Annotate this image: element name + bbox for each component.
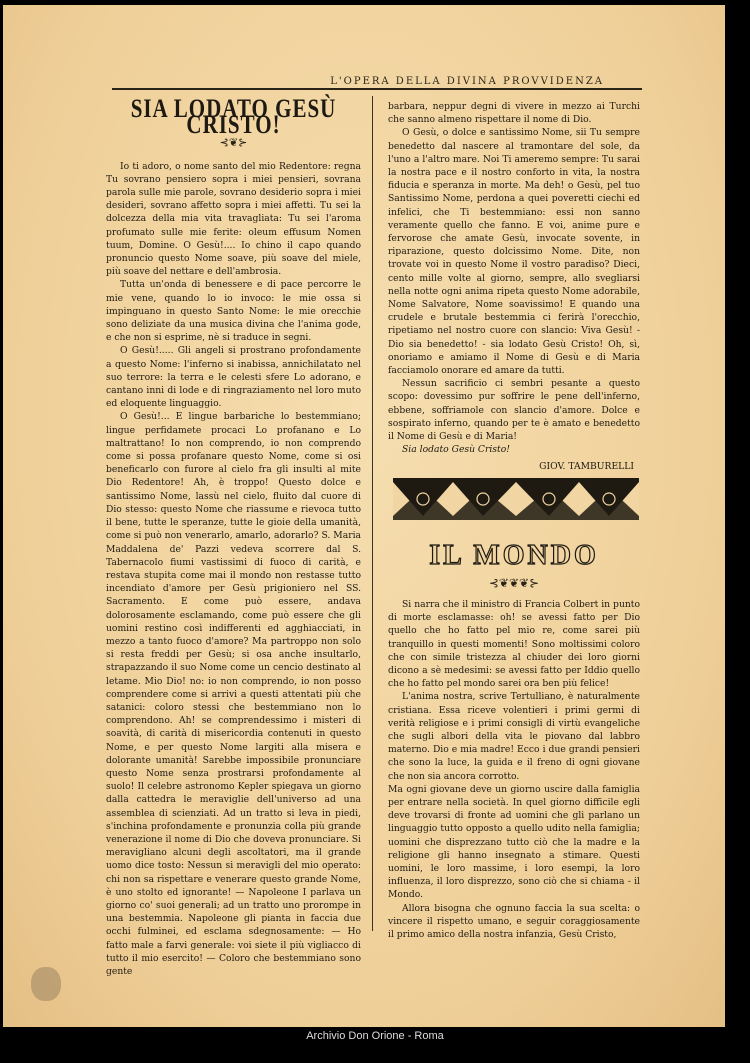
column-divider	[372, 96, 373, 931]
title-ornament-il-mondo: ⊰❦❦❦⊱	[488, 576, 540, 590]
paragraph: O Gesù, o dolce e santissimo Nome, sii Tu sempre benedetto dal nascere al tramontare del sole, da l'uno a l'altro mare. Noi Ti ameremo sempre: Tu sarai la nostra pace e il nostro conforto in vita, la nostra fiducia e speranza in morte. Ma deh! o Gesù, pel tuo Santissimo Nome, perdona a quei poveretti ciechi ed infelici, che Ti bestemmiano: essi non sanno veramente quello che fanno. E voi, anime pure e fervorose che amate Gesù, invocate sovente, in riparazione, questo dolcissimo Nome. Dite, non trovate voi in questo Nome il vostro paradiso? Dieci, cento mille volte al giorno, sempre, allo svegliarsi nella notte ogni anima ripeta questo Nome adorabile, Nome Salvatore, Nome soavissimo! E quando una crudele e brutale bestemmia ci ferirà l'orecchio, ripetiamo nel nostro cuore con slancio: Viva Gesù! - Dio sia benedetto! - sia lodato Gesù Cristo! Oh, sì, onoriamo e amiamo il Nome di Gesù e di Maria facciamolo onorare ed amare da tutti.	[388, 127, 640, 377]
paragraph: Si narra che il ministro di Francia Colbert in punto di morte esclamasse: oh! se avessi fatto per Dio quello che ho fatto pel mio re, come sarei più tranquillo in questi momenti! Sono moltissimi coloro che con simile tristezza al chiuder dei loro giorni dicono a sè medesimi: se avessi fatto per Iddio quello che ho fatto pel mondo sarei ora ben più felice!	[388, 599, 640, 690]
paragraph: L'anima nostra, scrive Tertulliano, è naturalmente cristiana. Essa riceve volentieri i primi germi di verità religiose e i primi consigli di virtù evangeliche che sugli albori della vita le piovano dal labbro materno. Dio e mia madre! Ecco i due grandi pensieri che sono la luce, la guida e il freno di ogni giovane che non sia ancora corrotto.	[388, 691, 640, 782]
archive-footer: Archivio Don Orione - Roma	[306, 1030, 444, 1042]
right-column	[388, 100, 640, 474]
paragraph: O Gesù!... E lingue barbariche lo bestemmiano; lingue perfidamete procaci Lo profanano e Lo maltrattano! Io non comprendo, io non comprendo come si possa profanare questo Nome, come si osi beneficarlo con furore al cielo fra gli insulti al mite Dio Redentore! Ah, è troppo! Questo dolce e santissimo Nome, lassù nel cielo, fluito dal cuore di Dio stesso: questo Nome che riassume e rievoca tutto il bene, tutte le speranze, tutte le gioie della umanità, come si può non venerarlo, amarlo, adorarlo? S. Maria Maddalena de' Pazzi vedeva scorrere dal S. Tabernacolo fiumi vastissimi di fuoco di carità, e restava stupita come mai il mondo non restasse tutto incendiato d'amore per Gesù prigioniero nel SS. Sacramento. E come può essere, andava dolorosamente esclamando, come può essere che gli uomini restino così indifferenti ed agghiacciati, in mezzo a tanto fuoco d'amore? Ma partroppo non solo si resta freddi per Gesù; si osa anche insultarlo, strapazzando il suo Nome come un cencio destinato al letame. Mio Dio! no: io non comprendo, io non posso comprendere come si arrivi a questi attentati più che satanici: coloro stessi che bestemmiano non lo comprendono. Ah! se comprendessimo i misteri di soavità, di carità di misericordia contenuti in questo Nome, e per questo Nome largiti alla misera e dolorante umanità! Sarebbe impossibile pronunciare questo Nome senza prostrarsi profondamente al suolo! Il celebre astronomo Kepler spiegava un giorno dalla cattedra le meraviglie dell'universo ad una assemblea di scienziati. Ad un tratto si leva in piedi, s'inchina profondamente e pronunzia colla più grande venerazione il nome di Dio che doveva pronunciare. Si meravigliano alcuni degli ascoltatori, ma il grande uomo dice tosto: Nessun si meravigli del mio operato: chi non sa rispettare e venerare questo grande Nome, è uno stolto ed ignorante! — Napoleone I parlava un giorno co' suoi generali; ad un tratto uno prorompe in una bestemmia. Napoleone gli pianta in faccia due occhi fulminei, ed esclama sdegnosamente: — Ho fatto male a farvi generale: voi siete il più vigliacco di tutto il mio esercito! — Coloro che bestemmiano sono gente	[106, 411, 361, 977]
article-title-il-mondo: IL MONDO	[429, 540, 599, 571]
page-stain	[31, 967, 61, 1001]
header-title: L'OPERA DELLA DIVINA PROVVIDENZA	[330, 76, 604, 87]
paragraph: Allora bisogna che ognuno faccia la sua scelta: o vincere il rispetto umano, e seguir coraggiosamente il primo amico della nostra infanzia, Gesù Cristo,	[388, 902, 640, 941]
paragraph: Tutta un'onda di benessere e di pace percorre le mie vene, quando lo io invoco: le mie ossa si impinguano in questo Santo Nome: le mie orecchie sono deliziate da una musica divina che l'anima gode, e che non si esprime, nè si traduce in segni.	[106, 279, 361, 344]
paragraph: Nessun sacrificio ci sembri pesante a questo scopo: dovessimo pur soffrire le pene dell'inferno, ebbene, soffriamole con slancio d'amore. Dolce e sospirato inferno, quando per te è amato e benedetto il Nome di Gesù e di Maria!	[388, 378, 640, 443]
article-title: SIA LODATO GESÙ CRISTO!	[130, 93, 337, 140]
paragraph: Io ti adoro, o nome santo del mio Redentore: regna Tu sovrano pensiero sopra i miei pensieri, sovrana parola sulle mie parole, sovrano desiderio sopra i miei desideri, sovrano affetto sopra i miei affetti. Tu sei la dolcezza della mia vita travagliata: Tu sei l'aroma profumato sulle mie ferite: oleum effusum Nomen tuum, Domine. O Gesù!.... Io chino il capo quando pronuncio questo Nome soave, più soave del miele, più soave del nettare e dell'ambrosia.	[106, 160, 361, 278]
title-ornament: ⊰❦⊱	[219, 136, 248, 150]
paragraph: barbara, neppur degni di vivere in mezzo ai Turchi che sanno almeno rispettare il nome di Dio.	[388, 101, 640, 126]
il-mondo-column	[388, 598, 640, 941]
paragraph: O Gesù!..... Gli angeli si prostrano profondamente a questo Nome: l'inferno si inabissa, annichilatato nel suo terrore: la terra e le celesti sfere Lo adorano, e cantano inni di lode e di ringraziamento nel loro muto ed eloquente linguaggio.	[106, 345, 361, 410]
paragraph: Ma ogni giovane deve un giorno uscire dalla famiglia per entrare nella società. In quel giorno difficile egli deve trovarsi di fronte ad uomini che gli parlano un linguaggio tutto opposto a quello udito nella famiglia; uomini che disprezzano tutto ciò che la madre e la religione gli hanno insegnato a stimare. Questi uomini, le loro massime, i loro esempi, la loro influenza, il loro disprezzo, sono ciò che si chiama - il Mondo.	[388, 783, 640, 901]
author-signature: GIOV. TAMBURELLI	[539, 461, 634, 473]
closing-line: Sia lodato Gesù Cristo!	[402, 444, 510, 456]
left-column	[106, 93, 361, 978]
page-header	[112, 70, 642, 90]
ornamental-band	[393, 478, 639, 520]
